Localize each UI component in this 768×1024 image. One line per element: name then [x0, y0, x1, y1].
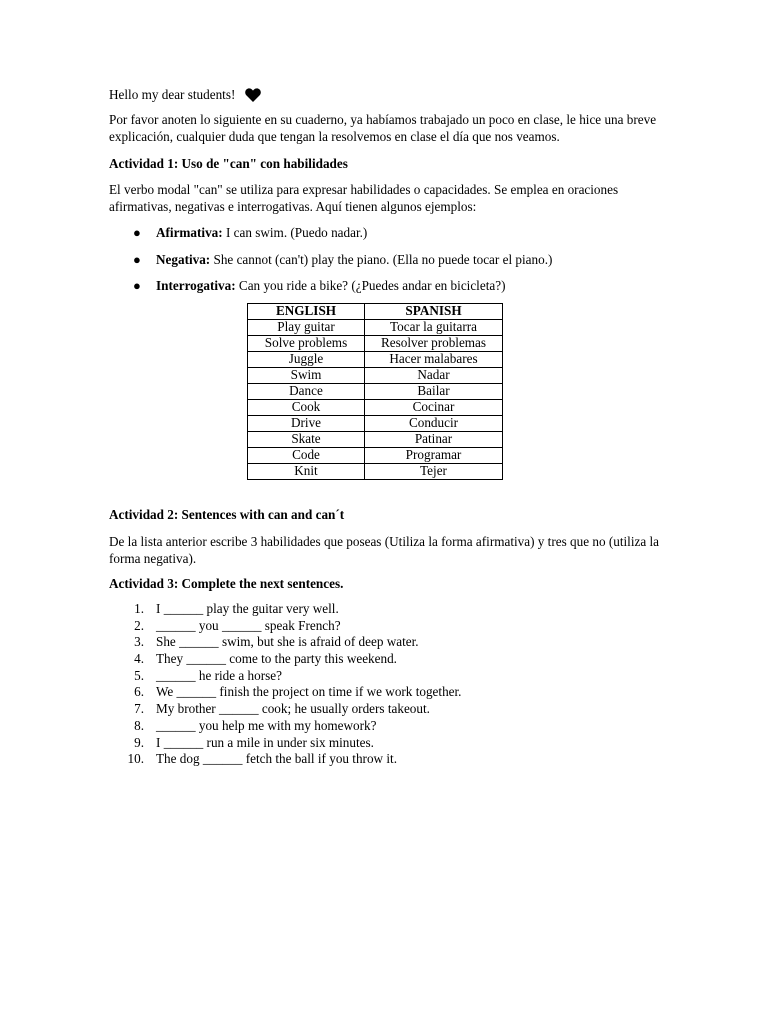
example-label: Afirmativa:: [156, 225, 223, 240]
list-item: [109, 650, 669, 667]
item-number: 7.: [134, 701, 144, 717]
list-item: [109, 617, 669, 634]
spanish-cell: Tejer: [365, 464, 503, 480]
bullet-icon: ●: [133, 225, 141, 240]
spanish-cell: Cocinar: [365, 400, 503, 416]
table-row: [248, 416, 503, 432]
sentences-list: [109, 600, 669, 767]
spanish-cell: Resolver problemas: [365, 336, 503, 352]
example-label: Negativa:: [156, 251, 211, 267]
spanish-cell: Conducir: [365, 416, 503, 432]
table-header-row: [248, 304, 503, 320]
table-row: [248, 384, 503, 400]
list-item: [109, 277, 669, 304]
table-row: [248, 464, 503, 480]
bullet-icon: ●: [133, 251, 141, 267]
item-number: 8.: [134, 717, 144, 733]
activity2-description: De la lista anterior escribe 3 habilidades que poseas (Utiliza la forma afirmativa) y tres que no (utiliza la forma negativa).: [109, 534, 659, 566]
sentence-text: They ______ come to the party this weekend.: [156, 651, 397, 667]
english-cell: Dance: [248, 384, 365, 400]
example-text: Can you ride a bike? (¿Puedes andar en bicicleta?): [235, 278, 506, 293]
list-item: [109, 683, 669, 700]
column-header-spanish: SPANISH: [365, 304, 503, 320]
list-item: [109, 667, 669, 684]
sentence-text: I ______ play the guitar very well.: [156, 601, 339, 616]
spanish-cell: Tocar la guitarra: [365, 320, 503, 336]
sentence-text: ______ you help me with my homework?: [156, 717, 377, 733]
intro-paragraph: Por favor anoten lo siguiente en su cuaderno, ya habíamos trabajado un poco en clase, le hice una breve explicación, cualquier duda que tengan la resolvemos en clase el día que nos veamos.: [109, 112, 657, 144]
vocabulary-table: [247, 303, 503, 480]
english-cell: Code: [248, 448, 365, 464]
greeting-line: [109, 86, 669, 105]
list-item: [109, 750, 669, 767]
sentence-text: She ______ swim, but she is afraid of deep water.: [156, 634, 419, 650]
column-header-english: ENGLISH: [248, 304, 365, 320]
table-row: [248, 336, 503, 352]
list-item: [109, 224, 669, 251]
activity3-title: Actividad 3: Complete the next sentences.: [109, 576, 344, 591]
list-item: [109, 734, 669, 751]
english-cell: Knit: [248, 464, 365, 480]
sentence-text: ______ he ride a horse?: [156, 667, 282, 683]
item-number: 9.: [134, 734, 144, 750]
example-label: Interrogativa:: [156, 278, 236, 293]
spanish-cell: Nadar: [365, 368, 503, 384]
table-row: [248, 368, 503, 384]
table-row: [248, 448, 503, 464]
sentence-text: We ______ finish the project on time if we work together.: [156, 684, 462, 700]
table-row: [248, 400, 503, 416]
spanish-cell: Bailar: [365, 384, 503, 400]
english-cell: Juggle: [248, 352, 365, 368]
english-cell: Drive: [248, 416, 365, 432]
greeting-text: Hello my dear students!: [109, 87, 236, 102]
sentence-text: My brother ______ cook; he usually orders takeout.: [156, 701, 430, 717]
item-number: 2.: [134, 617, 144, 633]
spanish-cell: Hacer malabares: [365, 352, 503, 368]
activity2-title: Actividad 2: Sentences with can and can´t: [109, 507, 345, 522]
item-number: 6.: [134, 684, 144, 700]
english-cell: Skate: [248, 432, 365, 448]
list-item: [109, 600, 669, 617]
sentence-text: ______ you ______ speak French?: [156, 617, 341, 633]
activity1-title: Actividad 1: Uso de "can" con habilidades: [109, 156, 348, 171]
item-number: 10.: [127, 751, 144, 767]
heart-icon: [245, 88, 261, 106]
english-cell: Swim: [248, 368, 365, 384]
item-number: 3.: [134, 634, 144, 650]
sentence-text: I ______ run a mile in under six minutes.: [156, 734, 374, 750]
example-text: She cannot (can't) play the piano. (Ella no puede tocar el piano.): [210, 251, 553, 267]
examples-list: [109, 224, 669, 304]
spanish-cell: Programar: [365, 448, 503, 464]
list-item: [109, 717, 669, 734]
item-number: 4.: [134, 651, 144, 667]
activity1-description: El verbo modal "can" se utiliza para expresar habilidades o capacidades. Se emplea en oraciones afirmativas, negativas e interrogativas. Aquí tienen algunos ejemplos:: [109, 182, 619, 214]
bullet-icon: ●: [133, 278, 141, 293]
english-cell: Solve problems: [248, 336, 365, 352]
list-item: [109, 251, 669, 278]
table-row: [248, 320, 503, 336]
english-cell: Cook: [248, 400, 365, 416]
list-item: [109, 700, 669, 717]
spanish-cell: Patinar: [365, 432, 503, 448]
item-number: 5.: [134, 667, 144, 683]
table-row: [248, 352, 503, 368]
english-cell: Play guitar: [248, 320, 365, 336]
example-text: I can swim. (Puedo nadar.): [222, 225, 368, 240]
table-row: [248, 432, 503, 448]
list-item: [109, 633, 669, 650]
sentence-text: The dog ______ fetch the ball if you throw it.: [156, 751, 397, 767]
item-number: 1.: [134, 601, 144, 616]
